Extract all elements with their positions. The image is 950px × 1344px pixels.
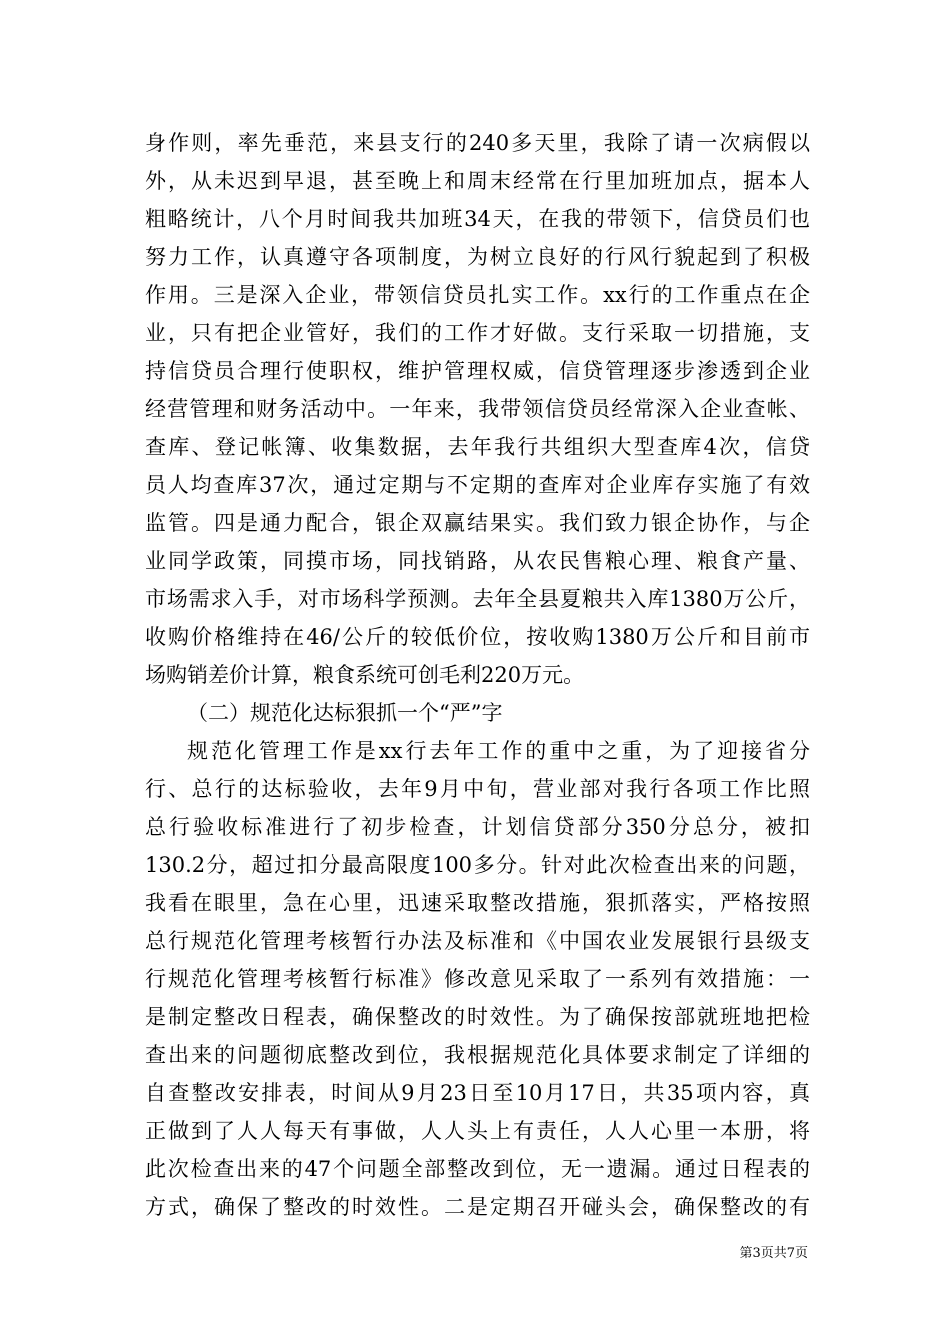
body-text-line: 我看在眼里，急在心里，迅速采取整改措施，狠抓落实，严格按照 — [145, 891, 810, 915]
body-text-line: 市场需求入手，对市场科学预测。去年全县夏粮共入库1380万公斤， — [145, 587, 810, 611]
body-text-line: 此次检查出来的47个问题全部整改到位，无一遗漏。通过日程表的 — [145, 1157, 810, 1181]
body-text-line: 总行验收标准进行了初步检查，计划信贷部分350分总分，被扣 — [145, 815, 810, 839]
body-text-line: 是制定整改日程表，确保整改的时效性。为了确保按部就班地把检 — [145, 1005, 810, 1029]
page-number-footer: 第3页共7页 — [739, 1246, 808, 1261]
body-text-line: 员人均查库37次，通过定期与不定期的查库对企业库存实施了有效 — [145, 473, 810, 497]
body-text-line: 粗略统计，八个月时间我共加班34天，在我的带领下，信贷员们也 — [145, 207, 810, 231]
body-text-line: 收购价格维持在46/公斤的较低价位，按收购1380万公斤和目前市 — [145, 625, 810, 649]
body-text-line: 行规范化管理考核暂行标准》修改意见采取了一系列有效措施：一 — [145, 967, 810, 991]
body-text-line: 业同学政策，同摸市场，同找销路，从农民售粮心理、粮食产量、 — [145, 549, 810, 573]
body-text-line: 作用。三是深入企业，带领信贷员扎实工作。xx行的工作重点在企 — [145, 283, 810, 307]
body-text-line: 正做到了人人每天有事做，人人头上有责任，人人心里一本册，将 — [145, 1119, 810, 1143]
body-text-line: 外，从未迟到早退，甚至晚上和周末经常在行里加班加点，据本人 — [145, 169, 810, 193]
body-text-line: 总行规范化管理考核暂行办法及标准和《中国农业发展银行县级支 — [145, 929, 810, 953]
body-text-line: 努力工作，认真遵守各项制度，为树立良好的行风行貌起到了积极 — [145, 245, 810, 269]
body-text-line: 经营管理和财务活动中。一年来，我带领信贷员经常深入企业查帐、 — [145, 397, 810, 421]
body-text-line: 自查整改安排表，时间从9月23日至10月17日，共35项内容，真 — [145, 1081, 810, 1105]
body-text-line: 业，只有把企业管好，我们的工作才好做。支行采取一切措施，支 — [145, 321, 810, 345]
body-text-line: 查库、登记帐簿、收集数据，去年我行共组织大型查库4次，信贷 — [145, 435, 810, 459]
body-text-line: 场购销差价计算，粮食系统可创毛利220万元。 — [145, 663, 585, 687]
section-heading: （二）规范化达标狠抓一个“严”字 — [187, 701, 503, 725]
body-text-line: 身作则，率先垂范，来县支行的240多天里，我除了请一次病假以 — [145, 131, 810, 155]
body-text-line: 方式，确保了整改的时效性。二是定期召开碰头会，确保整改的有 — [145, 1195, 810, 1219]
body-text-line: 130.2分，超过扣分最高限度100多分。针对此次检查出来的问题， — [145, 853, 810, 877]
body-text-line: 行、总行的达标验收，去年9月中旬，营业部对我行各项工作比照 — [145, 777, 810, 801]
body-text-line: 监管。四是通力配合，银企双赢结果实。我们致力银企协作，与企 — [145, 511, 810, 535]
body-text-line: 持信贷员合理行使职权，维护管理权威，信贷管理逐步渗透到企业 — [145, 359, 810, 383]
body-text-line: 规范化管理工作是xx行去年工作的重中之重，为了迎接省分 — [187, 739, 810, 763]
body-text-line: 查出来的问题彻底整改到位，我根据规范化具体要求制定了详细的 — [145, 1043, 810, 1067]
